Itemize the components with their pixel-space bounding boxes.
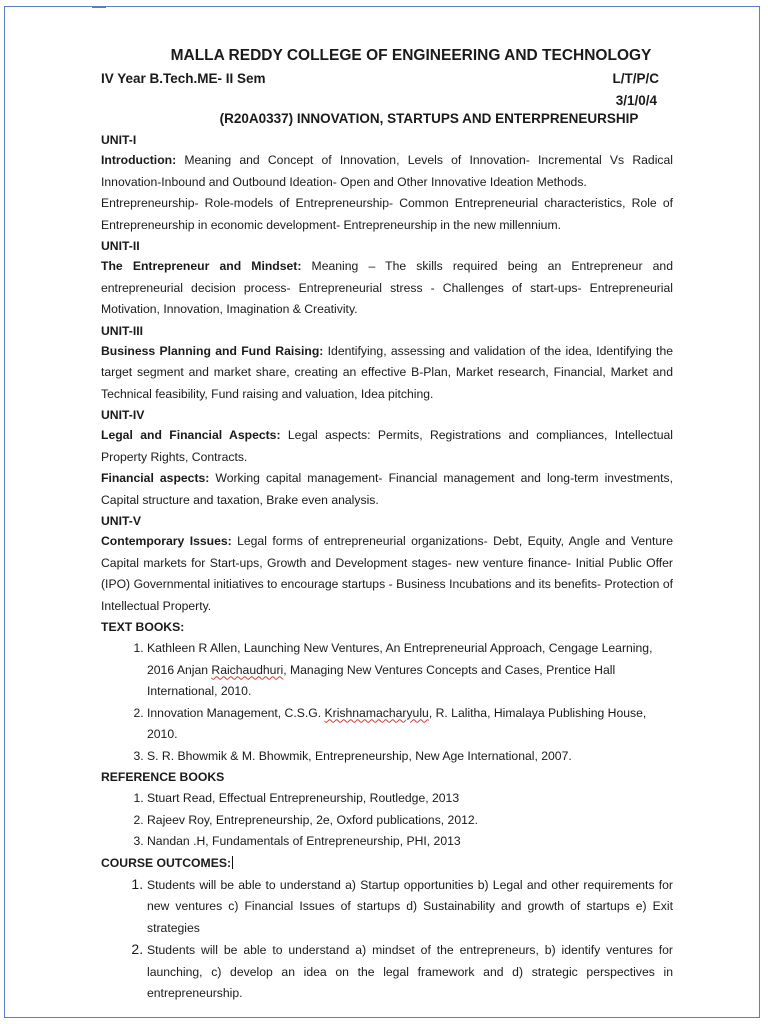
unit-1-topic-heading: Introduction: (101, 153, 177, 167)
unit-2-topic-heading: The Entrepreneur and Mindset: (101, 259, 302, 273)
unit-5-text-1: Legal forms of entrepreneurial organizations- Debt, Equity, Angle and Venture Capital markets for Start-ups, Growth and Development stages- new venture finance- Initial Public Offer (IPO) Governmental initiatives to encourage startups - Business Incubations and its benefits- Protection of Intellectual Property. (101, 534, 673, 613)
list-item (147, 703, 673, 746)
unit-1-heading: UNIT-I (101, 133, 137, 147)
list-item: 3. Nandan .H, Fundamentals of Entrepreneurship, PHI, 2013 (147, 831, 673, 853)
corner-mark (92, 7, 106, 8)
ltpc-value: 3/1/0/4 (615, 93, 657, 108)
unit-5-topic-heading: Contemporary Issues: (101, 534, 232, 548)
text-books-heading: TEXT BOOKS: (101, 620, 185, 634)
text-book-2-text: Innovation Management, C.S.G. (147, 705, 325, 720)
unit-4-text-2: Working capital management- Financial management and long-term investments, Capital structure and taxation, Brake even analysis. (101, 471, 673, 507)
unit-3-heading: UNIT-III (101, 323, 143, 338)
unit-4-heading: UNIT-IV (101, 408, 145, 422)
unit-1-text-1: Meaning and Concept of Innovation, Levels of Innovation- Incremental Vs Radical Innovation-Inbound and Outbound Ideation- Open and Other Innovative Ideation Methods. (101, 153, 673, 189)
text-book-1-text: Kathleen R Allen, Launching New Ventures, An Entrepreneurial Approach, Cengage Learning, 2016 Anjan (147, 641, 653, 677)
list-item (147, 746, 673, 768)
text-book-3-text: S. R. Bhowmik & M. Bhowmik, Entrepreneurship, New Age International, 2007. (147, 748, 572, 763)
unit-5-heading: UNIT-V (101, 514, 141, 528)
unit-3-text-1: Identifying, assessing and validation of the idea, Identifying the target segment and market share, creating an effective B-Plan, Market research, Financial, Market and Technical feasibility, Fund raising and valuation, Idea pitching. (101, 343, 674, 401)
unit-4-topic-heading-1: Legal and Financial Aspects: (101, 428, 281, 442)
college-name: MALLA REDDY COLLEGE OF ENGINEERING AND TECHNOLOGY (170, 47, 652, 64)
unit-4-topic-heading-2: Financial aspects: (101, 471, 210, 485)
list-item: 1. Stuart Read, Effectual Entrepreneurship, Routledge, 2013 (147, 788, 673, 810)
course-title: (R20A0337) INNOVATION, STARTUPS AND ENTERPRENEURSHIP (219, 111, 639, 126)
list-item (147, 939, 673, 1005)
text-books-list (101, 638, 673, 767)
reference-books-list (101, 788, 673, 853)
unit-2-text-1: Meaning – The skills required being an Entrepreneur and entrepreneurial decision process- Entrepreneurial stress - Challenges of start-ups- Entrepreneurial Motivation, Innovation, Imagination & Creativity. (101, 259, 673, 316)
reference-books-heading: REFERENCE BOOKS (101, 770, 225, 784)
unit-1-paragraph-1 (101, 150, 673, 193)
list-item (147, 638, 673, 703)
course-outcomes-heading: COURSE OUTCOMES: (101, 855, 232, 870)
unit-1-paragraph-2 (101, 193, 673, 236)
unit-5-paragraph-1 (101, 531, 673, 617)
list-item (147, 874, 673, 940)
unit-1-text-2: Entrepreneurship- Role-models of Entrepreneurship- Common Entrepreneurial characteristics, Role of Entrepreneurship in economic development- Entrepreneurship in the new millennium. (101, 196, 673, 232)
unit-2-paragraph-1 (101, 256, 673, 321)
spellcheck-flagged-word: Raichaudhuri (211, 662, 284, 677)
unit-3-topic-heading: Business Planning and Fund Raising: (101, 343, 324, 358)
course-outcomes-list (101, 874, 673, 1005)
outcome-2-text: 2. Students will be able to understand a) mindset of the entrepreneurs, b) identify ventures for launching, c) develop an idea on the legal framework and d) strategic perspectives in entrepreneurship. (147, 943, 673, 1000)
year-semester-line (101, 68, 673, 90)
text-book-1-text-cont: , Managing New Ventures Concepts and Cases, Prentice Hall International, 2010. (147, 662, 616, 698)
list-item: 2. Rajeev Roy, Entrepreneurship, 2e, Oxford publications, 2012. (147, 810, 673, 832)
unit-2-heading: UNIT-II (101, 239, 140, 253)
unit-4-paragraph-1 (101, 425, 673, 468)
spellcheck-flagged-word: Krishnamacharyulu (324, 705, 429, 720)
unit-4-paragraph-2 (101, 468, 673, 511)
course-outcomes-heading-row (101, 853, 673, 874)
unit-3-paragraph-1 (101, 341, 673, 406)
text-cursor (232, 856, 233, 869)
text-book-2-text-cont: , R. Lalitha, Himalaya Publishing House, 2010. (147, 705, 647, 741)
year-semester: IV Year B.Tech.ME- II Sem (101, 71, 266, 86)
syllabus-document (101, 40, 673, 1005)
ltpc-label: L/T/P/C (612, 71, 659, 86)
outcome-1-text: 1. Students will be able to understand a) Startup opportunities b) Legal and other requirements for new ventures c) Financial Issues of startups d) Sustainability and growth of startups e) Exit strategies (147, 877, 673, 935)
unit-4-text-1: Legal aspects: Permits, Registrations and compliances, Intellectual Property Rights, Contracts. (101, 428, 673, 464)
